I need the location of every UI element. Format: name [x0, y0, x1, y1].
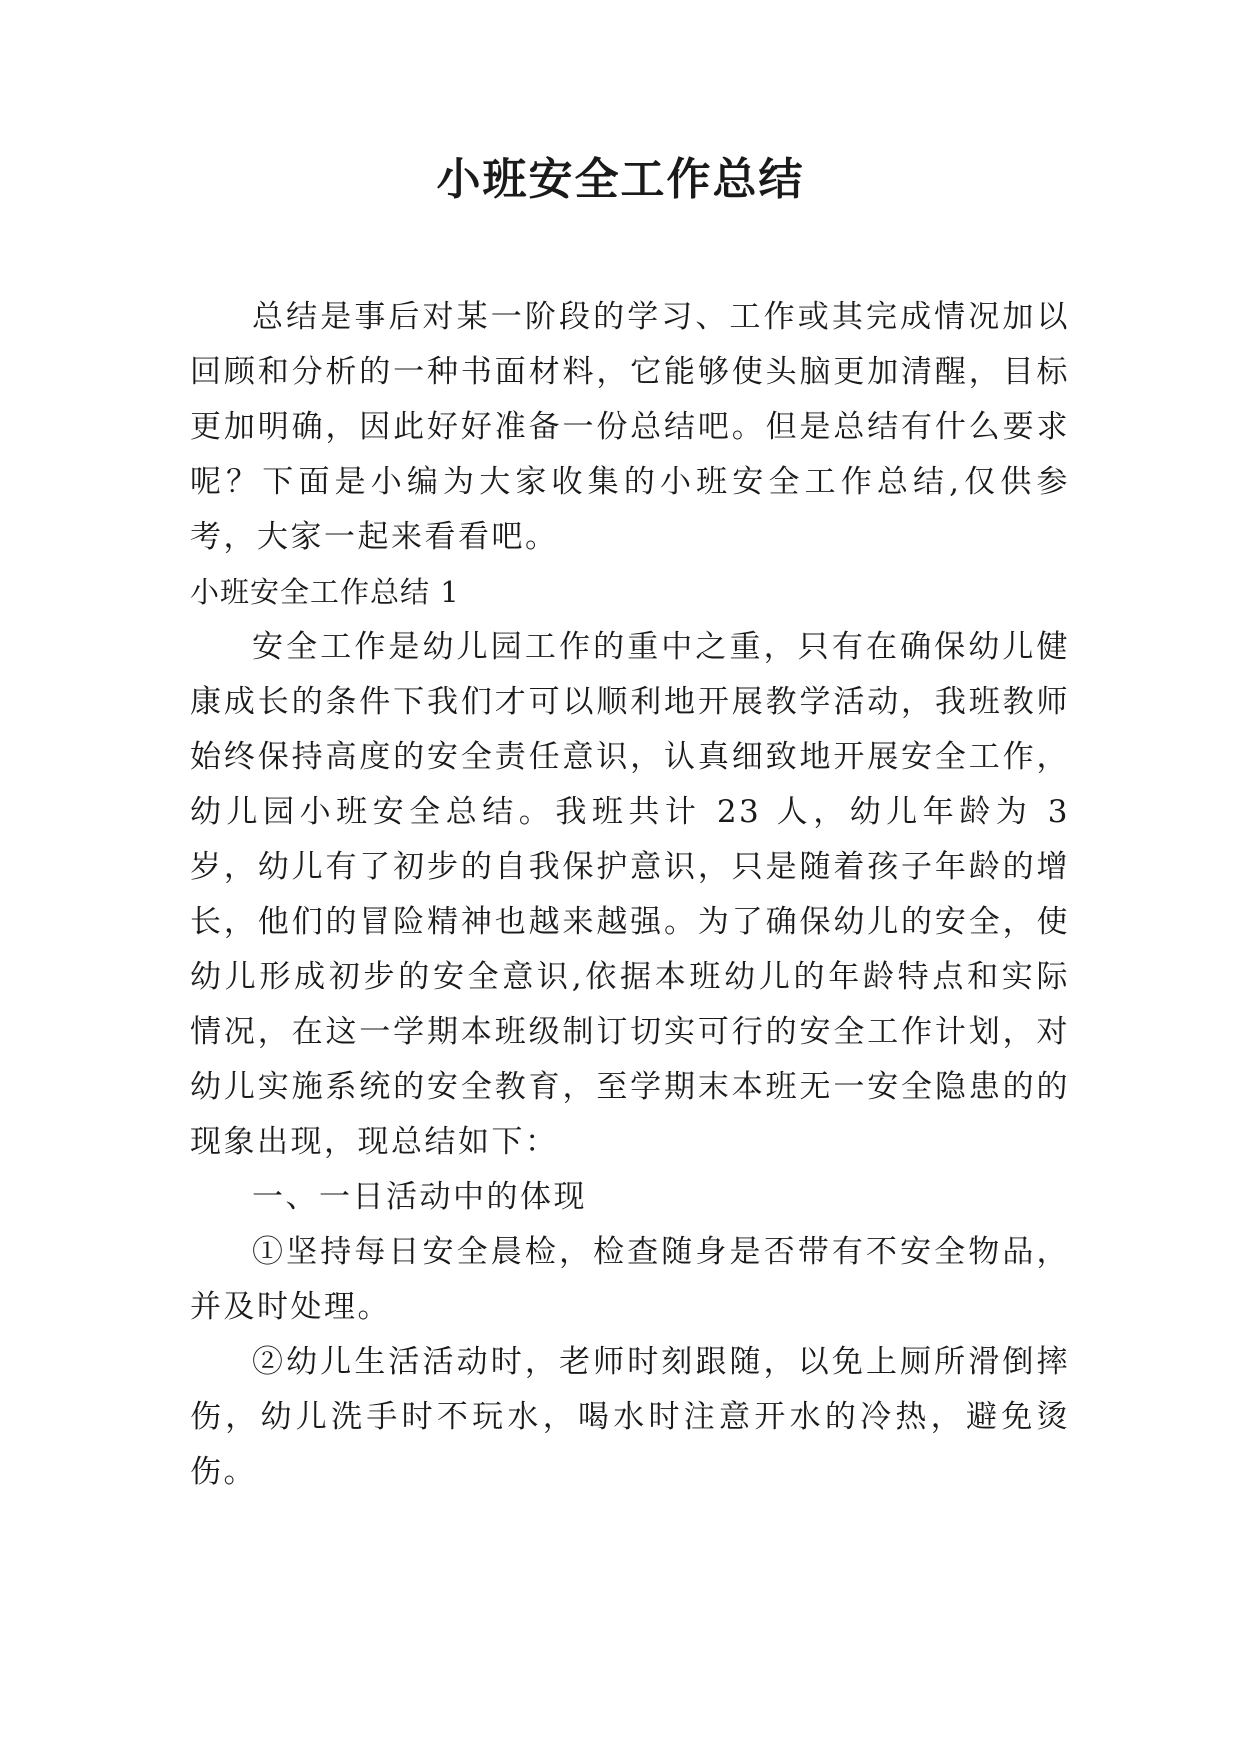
- section-paragraph-1: 安全工作是幼儿园工作的重中之重，只有在确保幼儿健康成长的条件下我们才可以顺利地开展教学活动，我班教师始终保持高度的安全责任意识，认真细致地开展安全工作，幼儿园小班安全总结。我班共计 23 人，幼儿年龄为 3 岁，幼儿有了初步的自我保护意识，只是随着孩子年龄的增长，他们的冒险精神也越来越强。为了确保幼儿的安全，使幼儿形成初步的安全意识,依据本班幼儿的年龄特点和实际情况，在这一学期本班级制订切实可行的安全工作计划，对幼儿实施系统的安全教育，至学期末本班无一安全隐患的的现象出现，现总结如下：: [190, 629, 1070, 1160]
- section-heading: 小班安全工作总结 1: [190, 575, 460, 609]
- section-paragraph-2: ①坚持每日安全晨检，检查随身是否带有不安全物品，并及时处理。: [190, 1234, 1070, 1325]
- section-subheading: 一、一日活动中的体现: [252, 1179, 587, 1215]
- section-paragraph-3: ②幼儿生活活动时，老师时刻跟随，以免上厕所滑倒摔伤，幼儿洗手时不玩水，喝水时注意开水的冷热，避免烫伤。: [190, 1344, 1070, 1490]
- intro-paragraph: 总结是事后对某一阶段的学习、工作或其完成情况加以回顾和分析的一种书面材料，它能够使头脑更加清醒，目标更加明确，因此好好准备一份总结吧。但是总结有什么要求呢？下面是小编为大家收集的小班安全工作总结,仅供参考，大家一起来看看吧。: [190, 299, 1070, 555]
- document-title: 小班安全工作总结: [436, 154, 805, 205]
- document-body: [190, 290, 1070, 1500]
